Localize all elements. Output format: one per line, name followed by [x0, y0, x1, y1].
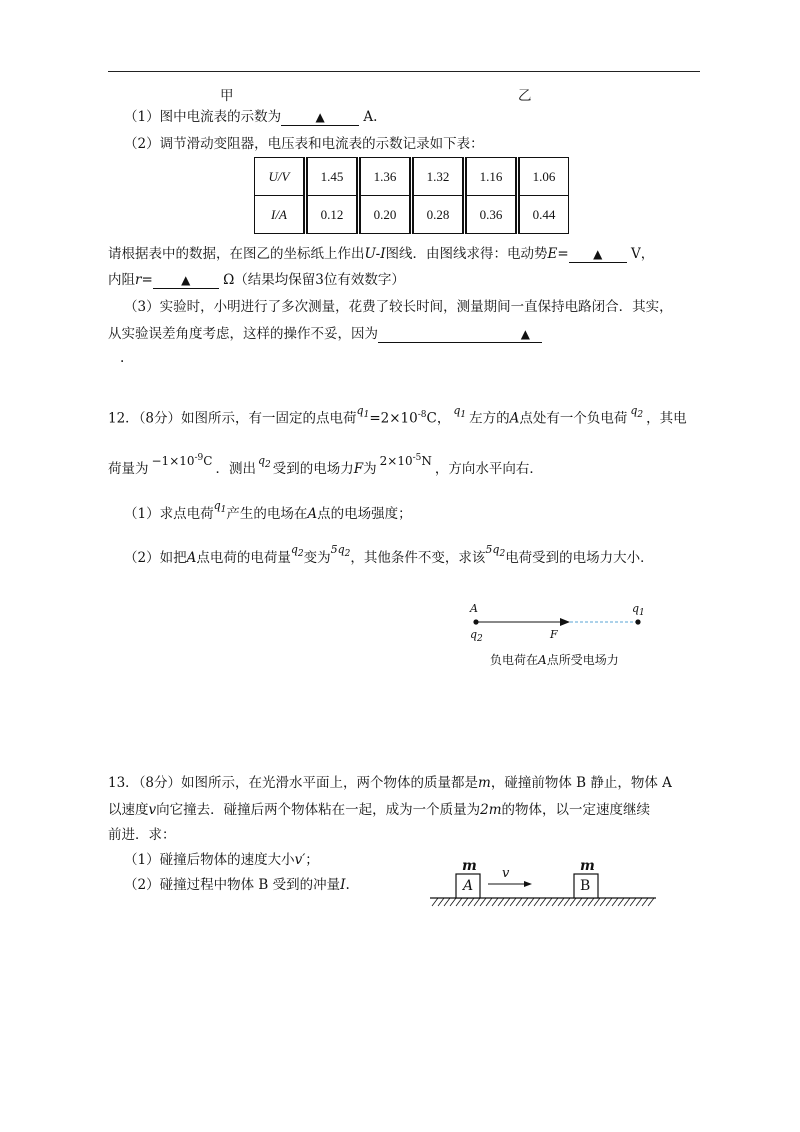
figure-label-A: A — [470, 602, 478, 615]
mass-label-B: m — [580, 858, 595, 874]
q11-part2: （2）调节滑动变阻器，电压表和电流表的示数记录如下表： — [124, 136, 484, 152]
velocity-arrow-head — [524, 881, 532, 887]
table-cell: 0.28 — [412, 196, 465, 234]
answer-blank[interactable]: ▲ — [569, 246, 627, 263]
q12-line1: 12．（8分）如图所示，有一固定的点电荷$q_1=2\times 10^{-8}C$，$q_1$ 左方的A点处有一个负电荷$q_2$ ，其电 — [108, 403, 687, 427]
figure-label-F: F — [550, 628, 558, 641]
q13-line3: 前进．求： — [108, 827, 176, 843]
table-cell: 0.36 — [465, 196, 518, 234]
force-arrow-head — [560, 618, 570, 626]
figure-caption: 负电荷在A点所受电场力 — [490, 653, 619, 667]
ground-hatching — [432, 898, 654, 906]
q13-line2: 以速度v向它撞去．碰撞后两个物体粘在一起，成为一个质量为2m的物体，以一定速度继续 — [108, 802, 651, 818]
point-A-dot — [473, 619, 478, 624]
table-row — [255, 158, 569, 196]
q11-part1: （1）图中电流表的示数为 ▲ A. — [124, 109, 378, 125]
q12-sub2: （2）如把A点电荷的电荷量$q_2$变为$5q_2$，其他条件不变，求该$5q_2$电荷受到的电场力大小． — [124, 543, 654, 566]
data-table — [254, 157, 569, 234]
q11-part2-line-c: 内阻r= ▲ Ω（结果均保留3位有效数字） — [108, 272, 405, 288]
top-rule — [108, 71, 700, 72]
table-cell: 0.12 — [306, 196, 359, 234]
table-row-head: I/A — [255, 196, 306, 234]
q12-line2: 荷量为 $-1\times 10^{-9}C$ ．测出$q_2$ 受到的电场力F为 $2\times 10^{-5}N$ ，方向水平向右． — [108, 453, 543, 477]
figure-label-jia: 甲 — [220, 88, 234, 104]
q11-part2-line-b: 请根据表中的数据，在图乙的坐标纸上作出U-I图线．由图线求得：电动势E= ▲ V， — [108, 246, 655, 262]
table-cell: 0.20 — [359, 196, 412, 234]
q11-part3-line2: 从实验误差角度考虑，这样的操作不妥，因为 ▲ — [108, 324, 542, 344]
answer-blank[interactable]: ▲ — [153, 272, 219, 289]
q13-line1: 13．（8分）如图所示，在光滑水平面上，两个物体的质量都是m，碰撞前物体 B 静止，物体 A — [108, 775, 672, 791]
q11-part3-line1: （3）实验时，小明进行了多次测量，花费了较长时间，测量期间一直保持电路闭合．其实， — [124, 299, 673, 315]
table-cell: 1.16 — [465, 158, 518, 196]
answer-blank[interactable]: ▲ — [281, 109, 359, 126]
table-row — [255, 196, 569, 234]
table-cell: 1.06 — [518, 158, 569, 196]
q12-sub1: （1）求点电荷$q_1$产生的电场在A点的电场强度； — [124, 499, 412, 522]
figure-label-q2: $q_2$ — [470, 628, 483, 645]
q13-sub2: （2）碰撞过程中物体 B 受到的冲量I. — [124, 877, 350, 893]
answer-blank[interactable]: ▲ — [378, 326, 542, 343]
q11-end-dot: . — [120, 350, 125, 366]
figure-label-yi: 乙 — [518, 88, 532, 104]
table-row-head: U/V — [255, 158, 306, 196]
mass-label-A: m — [462, 858, 477, 874]
block-A-label: A — [463, 878, 474, 894]
figure-label-q1: $q_1$ — [632, 602, 645, 619]
velocity-label: v — [502, 866, 510, 881]
table-cell: 1.45 — [306, 158, 359, 196]
q13-sub1: （1）碰撞后物体的速度大小v′； — [124, 852, 319, 868]
table-cell: 0.44 — [518, 196, 569, 234]
table-cell: 1.36 — [359, 158, 412, 196]
table-cell: 1.32 — [412, 158, 465, 196]
block-B-label: B — [580, 878, 591, 894]
